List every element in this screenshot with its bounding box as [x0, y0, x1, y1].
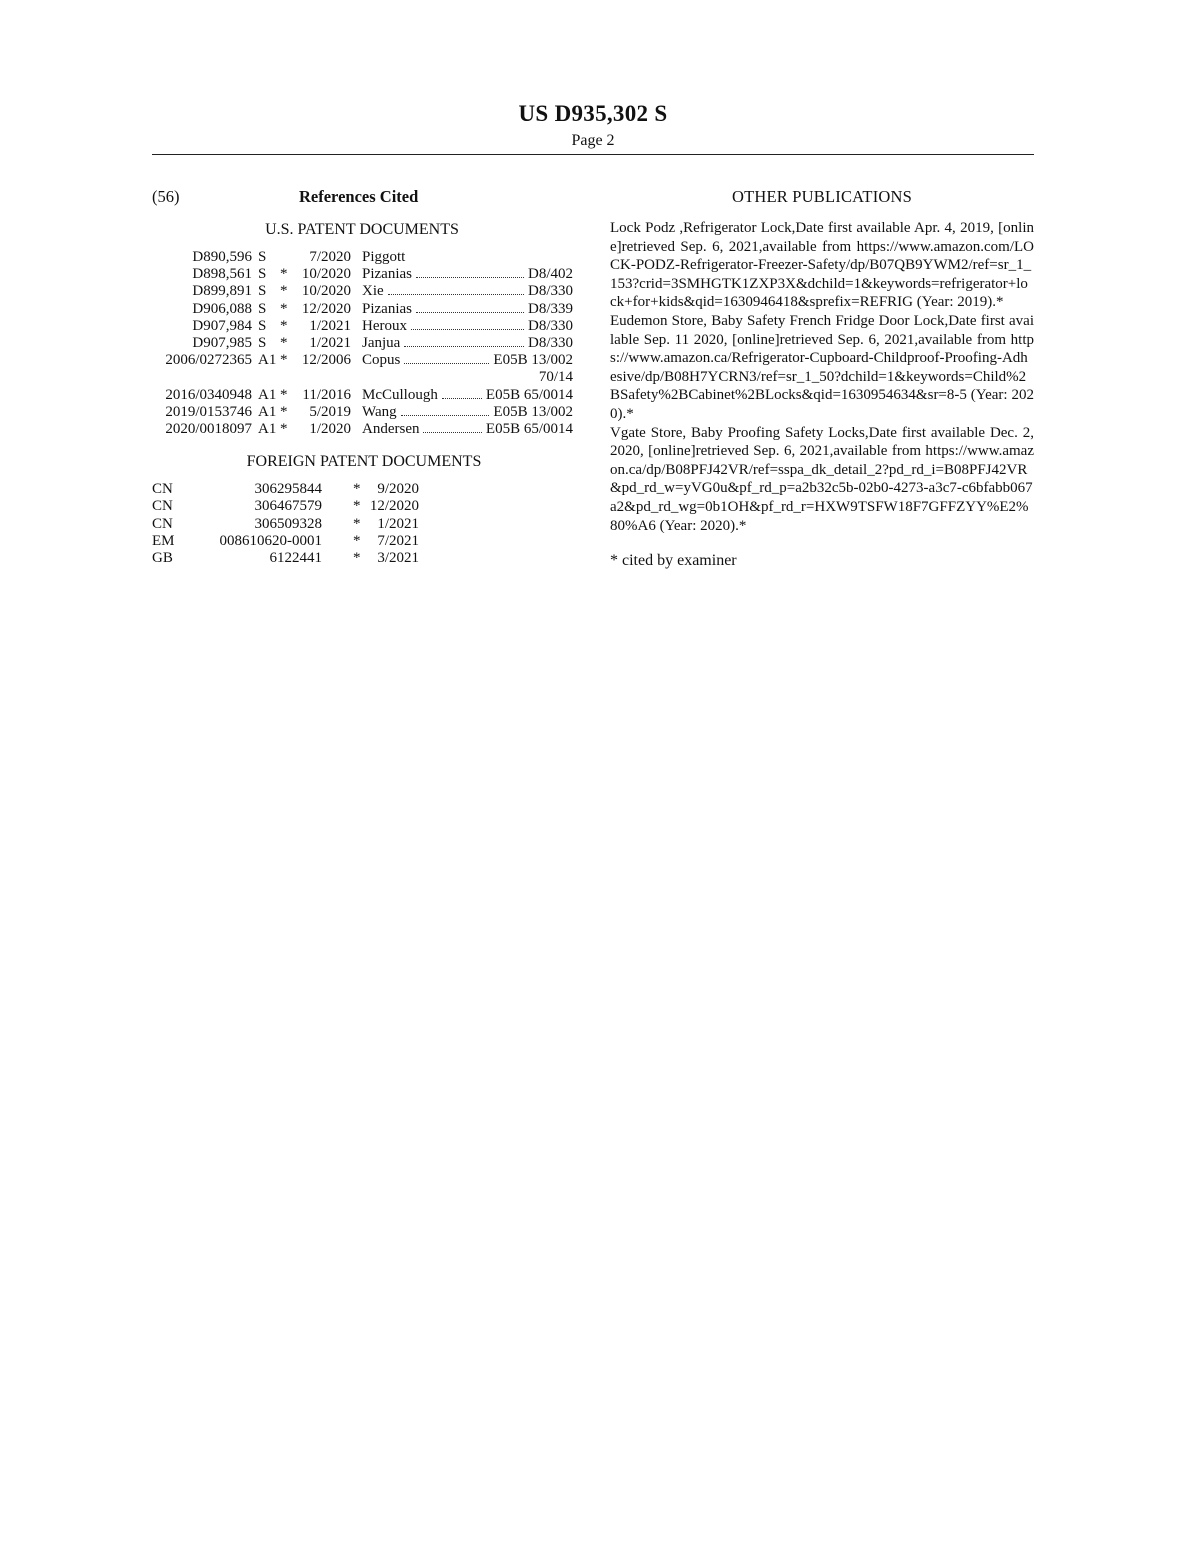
dot-leader: [416, 312, 524, 313]
table-row: [152, 318, 573, 335]
inventor-name: Pizanias: [362, 300, 412, 317]
patent-number-cell: D907,984: [192, 317, 252, 334]
inventor-name: Heroux: [362, 317, 407, 334]
date-cell: 10/2020: [301, 283, 351, 300]
kind-code-cell: S: [258, 300, 267, 317]
cited-star-cell: [280, 249, 294, 266]
classification: D8/330: [528, 283, 573, 300]
kind-code-cell: S: [258, 249, 267, 265]
us-patent-documents-heading: U.S. PATENT DOCUMENTS: [265, 221, 459, 238]
classification: D8/339: [528, 300, 573, 317]
table-row: [152, 335, 573, 352]
section-number: (56): [152, 187, 180, 206]
inventor-class-cell: [362, 352, 573, 369]
kind-code-cell: A1: [258, 421, 277, 438]
date-cell: 7/2021: [377, 532, 419, 549]
date-cell: 3/2021: [377, 550, 419, 567]
inventor-name: Pizanias: [362, 266, 412, 283]
inventor-name: Piggott: [362, 249, 406, 265]
kind-code-cell: A1: [258, 386, 277, 403]
cited-star-cell: *: [353, 550, 361, 567]
inventor-name: Andersen: [362, 421, 420, 438]
table-row: [152, 266, 573, 283]
foreign-patent-documents-heading: FOREIGN PATENT DOCUMENTS: [246, 453, 482, 471]
page-header: [152, 100, 1034, 151]
table-row: [152, 249, 573, 266]
table-row: [152, 387, 573, 404]
publication-entry: Lock Podz ,Refrigerator Lock,Date first available Apr. 4, 2019, [online]retrieved Sep. 6, 2021,available from https://www.amazon.com/LOCK-PODZ-Refrigerator-Freezer-Safety/dp/B07QB9YWM2/ref=sr_1_153?crid=3SMHGTK1ZXP3X&dchild=1&keywords=refrigerator+lock+for+kids&qid=1630946418&sprefix=REFRIG (Year: 2019).*: [610, 220, 1034, 311]
document-number-cell: 306467579: [254, 498, 322, 515]
inventor-name: Copus: [362, 352, 401, 369]
date-cell: 1/2021: [309, 335, 351, 352]
kind-code-cell: A1: [258, 403, 277, 420]
patent-number: US D935,302 S: [518, 101, 668, 126]
patent-number-cell: 2016/0340948: [165, 386, 252, 403]
kind-code-cell: S: [258, 283, 267, 300]
inventor-name: Wang: [362, 403, 397, 420]
country-code-cell: CN: [152, 498, 173, 515]
dot-leader: [423, 432, 481, 433]
date-cell: 9/2020: [377, 481, 419, 498]
patent-number-cell: 2019/0153746: [165, 403, 252, 420]
cited-star-cell: *: [353, 498, 361, 515]
other-publications-list: [610, 219, 1034, 535]
inventor-leader: [362, 404, 573, 421]
inventor-class-cell: [362, 249, 573, 266]
date-cell: 11/2016: [302, 386, 351, 403]
dot-leader: [404, 363, 489, 364]
inventor-name: Xie: [362, 283, 384, 300]
dot-leader: [388, 294, 524, 295]
document-number-cell: 6122441: [269, 550, 322, 567]
inventor-class-cell: [362, 318, 573, 335]
date-cell: 10/2020: [301, 266, 351, 283]
references-title: References Cited: [299, 187, 419, 206]
other-publications-heading: OTHER PUBLICATIONS: [731, 187, 913, 206]
table-row: [152, 533, 419, 550]
cited-star-cell: *: [280, 283, 288, 300]
table-row: [152, 516, 419, 533]
classification-continued: 70/14: [538, 369, 573, 386]
table-row: [152, 283, 573, 300]
date-cell: 7/2020: [309, 249, 351, 265]
date-cell: 1/2020: [309, 421, 351, 438]
patent-number-cell: D906,088: [192, 300, 252, 317]
dot-leader: [442, 398, 482, 399]
kind-code-cell: S: [258, 335, 267, 352]
document-number-cell: 306509328: [254, 515, 322, 532]
dot-leader: [416, 277, 524, 278]
us-patent-documents-table: [152, 249, 573, 438]
inventor-leader: [362, 301, 573, 318]
other-publications-column: [610, 185, 1034, 571]
kind-code-cell: S: [258, 317, 267, 334]
inventor-leader: [362, 318, 573, 335]
cited-star-cell: *: [280, 386, 288, 403]
country-code-cell: CN: [152, 481, 173, 498]
date-cell: 12/2020: [369, 498, 419, 515]
country-code-cell: GB: [152, 550, 173, 567]
patent-number-cell: D890,596: [192, 249, 252, 265]
cited-star-cell: *: [280, 421, 288, 438]
classification: E05B 65/0014: [485, 386, 573, 403]
classification: E05B 13/002: [493, 352, 573, 369]
empty-cell: [294, 369, 362, 386]
document-number-cell: 306295844: [254, 481, 322, 498]
inventor-class-cell: [362, 387, 573, 404]
publication-entry: Vgate Store, Baby Proofing Safety Locks,Date first available Dec. 2, 2020, [online]retrieved Sep. 6, 2021,available from https://www.amazon.ca/dp/B08PFJ42VR/ref=sspa_dk_detail_2?pd_rd_i=B08PFJ42VR&pd_rd_w=yVG0u&pf_rd_p=a2b32c5b-02b0-4273-a3c7-c6bfabb067a2&pd_rd_wg=0b1OH&pf_rd_r=HXW9TSFW18F7GFFZYY%E2%80%A6 (Year: 2020).*: [610, 424, 1034, 534]
header-rule: [152, 154, 1034, 155]
cited-star-cell: *: [280, 352, 288, 369]
inventor-leader: [362, 387, 573, 404]
inventor-leader: [362, 352, 573, 369]
cited-star-cell: *: [280, 335, 288, 352]
inventor-class-cell: [362, 404, 573, 421]
table-row: [152, 421, 573, 438]
foreign-patent-documents-table: [152, 481, 419, 567]
inventor-class-cell: [362, 283, 573, 300]
classification: D8/330: [528, 317, 573, 334]
table-row: [152, 481, 419, 498]
inventor-name: Janjua: [362, 335, 401, 352]
cited-star-cell: *: [280, 403, 288, 420]
cited-by-examiner-note: * cited by examiner: [610, 552, 737, 570]
classification: D8/402: [528, 266, 573, 283]
table-row-continuation: [152, 369, 573, 386]
date-cell: 12/2006: [301, 352, 351, 369]
inventor-leader: [362, 335, 573, 352]
empty-cell: [152, 369, 258, 386]
kind-code-cell: A1: [258, 352, 277, 369]
date-cell: 1/2021: [377, 515, 419, 532]
dot-leader: [401, 415, 490, 416]
inventor-class-cell: [362, 301, 573, 318]
date-cell: 1/2021: [309, 317, 351, 334]
table-row: [152, 404, 573, 421]
empty-cell: [280, 369, 294, 386]
dot-leader: [411, 329, 524, 330]
cited-star-cell: *: [353, 515, 361, 532]
inventor-leader: [362, 421, 573, 438]
inventor-name: McCullough: [362, 386, 438, 403]
dot-leader: [404, 346, 524, 347]
page-number: Page 2: [571, 132, 615, 149]
cited-star-cell: *: [353, 481, 361, 498]
classification: E05B 13/002: [493, 403, 573, 420]
references-cited-column: [152, 185, 582, 567]
kind-code-cell: S: [258, 266, 267, 283]
document-number-cell: 008610620-0001: [219, 532, 322, 549]
classification: D8/330: [528, 335, 573, 352]
table-row: [152, 352, 573, 369]
cited-star-cell: *: [280, 317, 288, 334]
inventor-class-cell: [362, 335, 573, 352]
inventor-class-cell: [362, 266, 573, 283]
inventor-leader: [362, 283, 573, 300]
inventor-leader: [362, 249, 573, 266]
cited-star-cell: *: [280, 266, 288, 283]
patent-number-cell: 2006/0272365: [165, 352, 252, 369]
date-cell: 12/2020: [301, 300, 351, 317]
country-code-cell: CN: [152, 515, 173, 532]
cited-star-cell: *: [353, 532, 361, 549]
patent-number-cell: 2020/0018097: [165, 421, 252, 438]
country-code-cell: EM: [152, 532, 175, 549]
table-row: [152, 550, 419, 567]
inventor-class-cell: [362, 421, 573, 438]
table-row: [152, 498, 419, 515]
patent-number-cell: D907,985: [192, 335, 252, 352]
patent-number-cell: D898,561: [192, 266, 252, 283]
table-row: [152, 301, 573, 318]
publication-entry: Eudemon Store, Baby Safety French Fridge Door Lock,Date first available Sep. 11 2020, [online]retrieved Sep. 6, 2021,available from https://www.amazon.ca/Refrigerator-Cupboard-Childproof-Proofing-Adhesive/dp/B08H7YCRN3/ref=sr_1_50?dchild=1&keywords=Child%2BSafety%2BCabinet%2BLocks&qid=1630954634&sr=8-5 (Year: 2020).*: [610, 312, 1034, 422]
patent-number-cell: D899,891: [192, 283, 252, 300]
empty-cell: [258, 369, 280, 386]
inventor-leader: [362, 266, 573, 283]
date-cell: 5/2019: [309, 403, 351, 420]
references-heading: [152, 185, 582, 209]
cited-star-cell: *: [280, 300, 288, 317]
classification: E05B 65/0014: [485, 421, 573, 438]
